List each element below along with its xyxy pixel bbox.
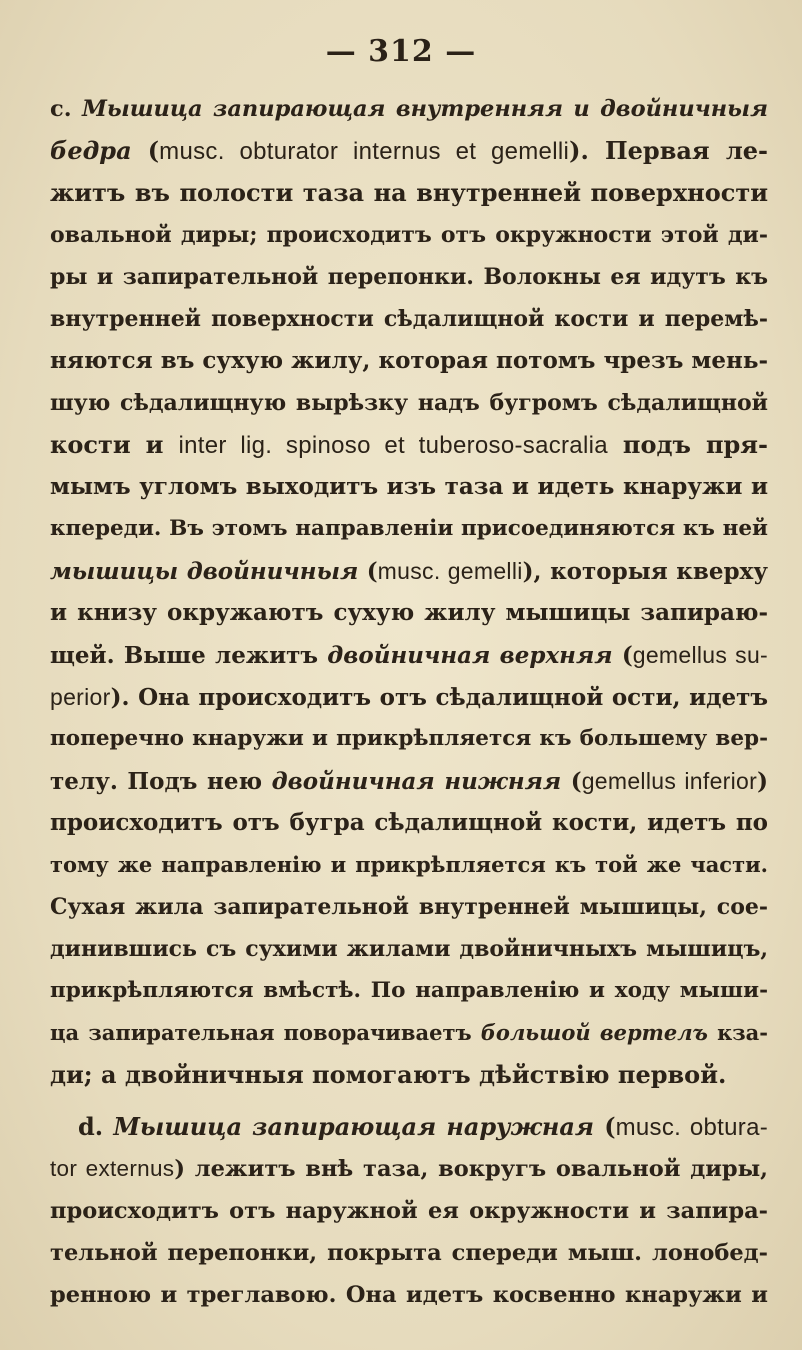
text-line [50,1274,768,1316]
text-run: ( [561,768,582,795]
text-run: происходитъ отъ наружной ея окружности и запира- [50,1198,768,1224]
text-line [50,802,768,844]
text-line [50,1148,768,1190]
italic-term: мышицы двойничныя [50,558,359,585]
text-run: кпереди. Въ этомъ направленіи присоединяются къ ней [50,516,768,541]
latin-term: musc. obtura- [615,1114,768,1141]
text-line [50,508,768,550]
text-run: ди; а двойничныя помогаютъ дѣйствію первой. [50,1060,727,1089]
latin-term: gemellus inferior [581,768,758,794]
text-line [50,676,768,718]
text-run: ). Она происходитъ отъ сѣдалищной ости, идетъ [110,684,768,711]
text-run: ( [612,642,633,669]
text-line [50,970,768,1012]
text-line [50,634,768,676]
text-line [50,1232,768,1274]
text-run: ), которыя кверху [522,558,768,585]
text-run: ры и запирательной перепонки. Волокны ея идутъ къ [50,264,768,290]
latin-term: gemellus su- [632,642,768,668]
text-line [50,592,768,634]
text-run: шую сѣдалищную вырѣзку надъ бугромъ сѣдалищной [50,390,768,416]
text-line [50,466,768,508]
text-run: Сухая жила запирательной внутренней мышицы, сое- [50,894,768,920]
italic-term: двойничная нижняя [271,768,562,795]
text-line [50,298,768,340]
italic-term: большой вертелъ [480,1020,708,1045]
text-run: d. [78,1112,114,1141]
text-line [50,1190,768,1232]
text-run: кости и [50,430,179,459]
text-run: ) лежитъ внѣ таза, вокругъ овальной диры, [174,1156,768,1182]
body-text [50,88,768,1316]
text-line [50,550,768,592]
text-line [50,1012,768,1054]
text-run: поперечно кнаружи и прикрѣпляется къ большему вер- [50,726,768,751]
italic-term: бедра [50,136,132,165]
text-run: c. [50,96,82,122]
text-run: ( [594,1112,616,1141]
text-run: ). Первая ле- [569,136,768,165]
text-run: и книзу окружаютъ сухую жилу мышицы запираю- [50,599,768,626]
text-line [50,172,768,214]
text-run: ца запирательная поворачиваетъ [50,1020,481,1045]
text-run: овальной диры; происходитъ отъ окружности этой ди- [50,222,768,248]
text-line [50,130,768,172]
text-line [50,844,768,886]
text-line [50,256,768,298]
text-line [50,214,768,256]
text-run: происходитъ отъ бугра сѣдалищной кости, идетъ по [50,809,768,836]
text-line [50,886,768,928]
text-run: телу. Подъ нею [50,768,272,795]
text-line [50,424,768,466]
text-run: подъ пря- [607,430,768,459]
page-number: — 312 — [325,34,477,69]
text-run: мымъ угломъ выходитъ изъ таза и идеть кнаружи и [50,473,768,500]
text-run: щей. Выше лежитъ [50,642,328,669]
latin-term: perior [50,684,111,710]
text-run: кза- [707,1020,768,1045]
italic-term: Мышица запирающая наружная [113,1112,595,1141]
text-run: ) [757,768,768,795]
text-run: внутренней поверхности сѣдалищной кости и перемѣ- [50,306,768,332]
text-line [50,1106,768,1148]
text-line [50,760,768,802]
text-run: ( [358,558,378,585]
text-line [50,1054,768,1096]
text-run: ( [131,136,160,165]
text-run: тому же направленію и прикрѣпляется къ той же части. [50,852,768,877]
text-run: прикрѣпляются вмѣстѣ. По направленію и ходу мыши- [50,978,768,1003]
latin-term: musc. gemelli [377,558,523,584]
text-run: динившись съ сухими жилами двойничныхъ мышицъ, [50,936,768,962]
latin-term: musc. obturator internus et gemelli [159,138,570,165]
text-run: тельной перепонки, покрыта спереди мыш. лонобед- [50,1240,768,1266]
text-line [50,88,768,130]
latin-term: inter lig. spinoso et tuberoso-sacralia [178,432,608,459]
text-run: житъ въ полости таза на внутренней поверхности [50,178,768,207]
text-run: няются въ сухую жилу, которая потомъ чрезъ мень- [50,347,768,374]
text-run: ренною и треглавою. Она идетъ косвенно кнаружи и [50,1282,768,1308]
italic-term: Мышица запирающая внутренняя и двойничныя [81,96,768,122]
italic-term: двойничная верхняя [327,642,613,669]
text-line [50,718,768,760]
latin-term: tor externus [50,1156,175,1181]
text-line [50,382,768,424]
text-line [50,928,768,970]
text-line [50,340,768,382]
